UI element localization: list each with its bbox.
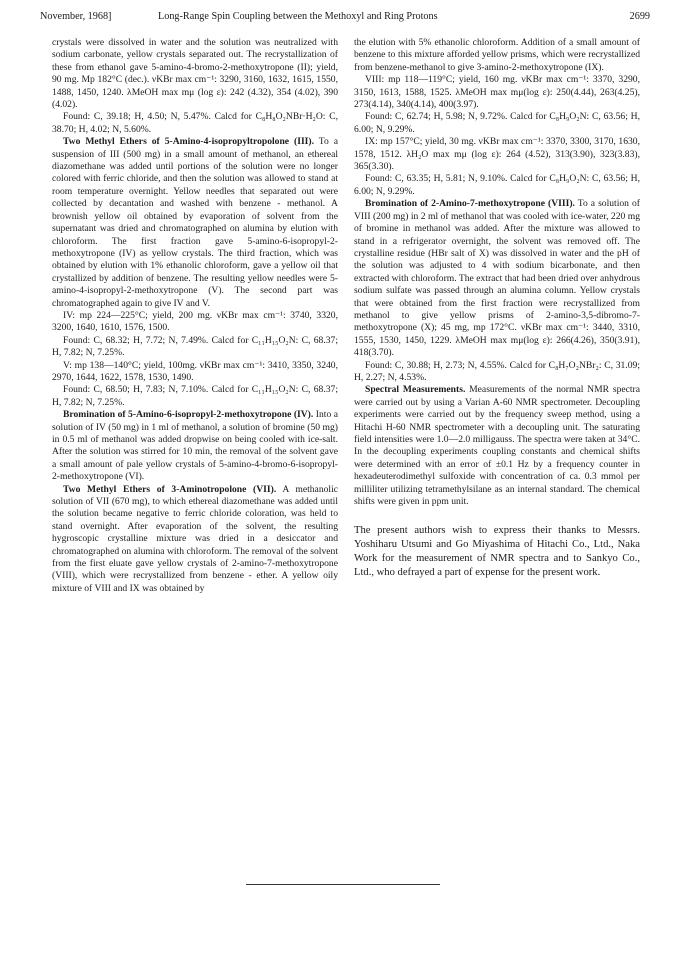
paragraph-text: Found: C, 62.74; H, 5.98; N, 9.72%. Calcd for C₈H₉O₂N: C, 63.56; H, 6.00; N, 9.29%.: [354, 111, 640, 135]
page-number: 2699: [629, 11, 650, 22]
paragraph-text: IX: mp 157°C; yield, 30 mg. νKBr max cm⁻¹: 3370, 3300, 3170, 1630, 1578, 1512. λH₂O max mμ (log ε): 264 (4.52), 313(3.90), 323(3.83), 365(3.30).: [354, 136, 640, 173]
paragraph-text: Measurements of the normal NMR spectra were carried out by using a Varian A-60 NMR spectrometer. Decoupling experiments were carried out by the frequency sweep method, using a Hitachi H-60 NMR spectrometer with a decoupling unit. The saturating field intensities were 1.0—2.0 milligauss. The spectra were taken at 34°C. In the decoupling experiments coupling constants and chemical shifts were determined with an error of ±0.1 Hz by a frequency counter in hexadeuterodimethyl sulfoxide with concentration of ca. 0.3 mmol per milliliter utilizing tetramethylsilane as an internal standard. The chemical shifts were given in ppm unit.: [354, 384, 641, 508]
paragraph-text: IV: mp 224—225°C; yield, 200 mg. νKBr max cm⁻¹: 3740, 3320, 3200, 1640, 1610, 1576, 1500.: [52, 309, 338, 334]
paragraph: [354, 136, 640, 173]
paragraph-text: Found: C, 39.18; H, 4.50; N, 5.47%. Calcd for C₈H₈O₂NBr·H₂O: C, 38.70; H, 4.02; N, 5.60%.: [52, 111, 338, 135]
running-header: [40, 9, 650, 25]
paragraph: [354, 37, 640, 74]
paragraph: [52, 310, 338, 335]
paragraph-text: Into a solution of IV (50 mg) in 1 ml of methanol, a solution of bromine (50 mg) in 0.5 ml of methanol was added dropwise on being cooled with ice-salt. After the solution was stirred for 10 min, the removal of the solvent gave a small amount of pale yellow crystals of 5-amino-4-bromo-6-isopropyl-2-methoxytropone (VI).: [52, 409, 338, 483]
section-heading: Spectral Measurements.: [365, 384, 466, 396]
paragraph-text: Found: C, 68.32; H, 7.72; N, 7.49%. Calcd for C₁₁H₁₅O₂N: C, 68.37; H, 7.82; N, 7.25%.: [52, 334, 338, 359]
left-column: [52, 37, 338, 595]
section-heading: Two Methyl Ethers of 5-Amino-4-isopropyltropolone (III).: [63, 136, 315, 148]
paragraph-text: To a solution of VIII (200 mg) in 2 ml of methanol that was cooled with ice-water, 220 mg of bromine in methanol was added. After the mixture was allowed to stand in a refrigerator overnight, the solvent was removed off. The crystalline residue (HBr salt of X) was dissolved in water and the pH of the solution was adjusted to 4 with sodium bicarbonate, and then extracted with chloroform. The extract that had been dried over anhydrous sodium sulfate was passed through an alumina column. Yellow crystals that were obtained from the first fraction were recrystallized from methanol to give yellow prisms of 2-amino-3,5-dibromo-7-methoxytropone (X); 45 mg, mp 172°C. νKBr max cm⁻¹: 3440, 3310, 1555, 1530, 1450, 1229. λMeOH max mμ(log ε): 266(4.26), 350(3.91), 418(3.70).: [354, 198, 640, 359]
paragraph: [52, 111, 338, 136]
header-date: November, 1968]: [40, 11, 112, 22]
paragraph: [354, 173, 640, 198]
end-rule: [246, 884, 440, 885]
section-heading: Bromination of 2-Amino-7-methoxytropone (VIII).: [365, 198, 575, 210]
paragraph: [52, 136, 338, 310]
paragraph: [52, 37, 338, 111]
paragraph-text: VIII: mp 118—119°C; yield, 160 mg. νKBr max cm⁻¹: 3370, 3290, 3150, 1613, 1588, 1525. λMeOH max mμ(log ε): 250(4.44), 263(4.25), 273(4.14), 340(4.14), 400(3.97).: [354, 74, 640, 111]
paragraph: [354, 198, 640, 359]
paragraph-text: V: mp 138—140°C; yield, 100mg. νKBr max cm⁻¹: 3410, 3350, 3240, 2970, 1644, 1622, 1578, 1530, 1490.: [52, 359, 338, 383]
right-column: [354, 37, 640, 580]
paragraph: [52, 360, 338, 385]
paragraph-text: Found: C, 30.88; H, 2.73; N, 4.55%. Calcd for C₈H₇O₂NBr₂: C, 31.09; H, 2.27; N, 4.53%.: [354, 359, 640, 383]
paragraph-text: Found: C, 68.50; H, 7.83; N, 7.10%. Calcd for C₁₁H₁₅O₂N: C, 68.37; H, 7.82; N, 7.25%.: [52, 384, 338, 408]
paragraph: [52, 484, 338, 596]
paragraph: [354, 74, 640, 111]
paragraph: [52, 335, 338, 360]
paragraph: [354, 111, 640, 136]
paragraph: [52, 409, 338, 483]
acknowledgement: The present authors wish to express their thanks to Messrs. Yoshiharu Utsumi and Go Miyashima of Hitachi Co., Ltd., Naka Work for the measurement of NMR spectra and to Sankyo Co., Ltd., who defrayed a part of expense for the present work.: [354, 525, 640, 579]
paragraph: [52, 384, 338, 409]
paragraph: [354, 360, 640, 385]
paragraph-text: A methanolic solution of VII (670 mg), to which ethereal diazomethane was added until the solution became negative to ferric chloride coloration, was held to stand overnight. After evaporation of the solvent, the resulting hygroscopic crystalline mixture was dried in a desiccator and chromatographed on alumina with chloroform. The removal of the solvent from the first eluate gave yellow crystals of 2-amino-7-methoxytropone (VIII), which were recrystallized from benzene - ether. A yellow oily mixture of VIII and IX was obtained by: [52, 483, 338, 594]
paragraph: [354, 384, 640, 508]
paragraph-text: Found: C, 63.35; H, 5.81; N, 9.10%. Calcd for C₈H₉O₂N: C, 63.56; H, 6.00; N, 9.29%.: [354, 173, 640, 197]
section-heading: Two Methyl Ethers of 3-Aminotropolone (VII).: [63, 483, 277, 495]
section-heading: Bromination of 5-Amino-6-isopropyl-2-methoxytropone (IV).: [63, 409, 314, 421]
header-title: Long-Range Spin Coupling between the Methoxyl and Ring Protons: [158, 11, 438, 22]
paragraph-text: To a suspension of III (500 mg) in a small amount of methanol, an ethereal diazomethane was added until portions of the solution were no longer colored with ferric chloride, and then the solution was allowed to stand at room temperature overnight. Yellow needles that separated out were collected by decantation and washed with benzene - methanol. A brownish yellow oil obtained by evaporation of solvent from the supernatant was dried and chromatographed on alumina by elution with chloroform. The first fraction gave 5-amino-6-isopropyl-2-methoxytropone (IV) as yellow crystals. The third fraction, which was obtained by elution with 1% ethanolic chloroform, gave a yellow oil that crystallized by addition of benzene. The resulting yellow needles were 5-amino-4-isopropyl-2-methoxytropone (V). The second part was chromatographed again to give IV and V.: [52, 136, 338, 309]
paragraph-text: the elution with 5% ethanolic chloroform. Addition of a small amount of benzene to this mixture afforded yellow prisms, which were recrystallized from benzene-methanol to give 3-amino-2-methoxytropone (IX).: [354, 37, 640, 73]
paragraph-text: crystals were dissolved in water and the solution was neutralized with sodium carbonate, yellow crystals separated out. The recrystallization of these from ethanol gave 5-amino-4-bromo-2-methoxytropone (II); yield, 90 mg. Mp 182°C (dec.). νKBr max cm⁻¹: 3290, 3160, 1632, 1615, 1550, 1488, 1450, 1240. λMeOH max mμ (log ε): 242 (4.32), 354 (4.02), 390 (4.02).: [52, 37, 338, 111]
